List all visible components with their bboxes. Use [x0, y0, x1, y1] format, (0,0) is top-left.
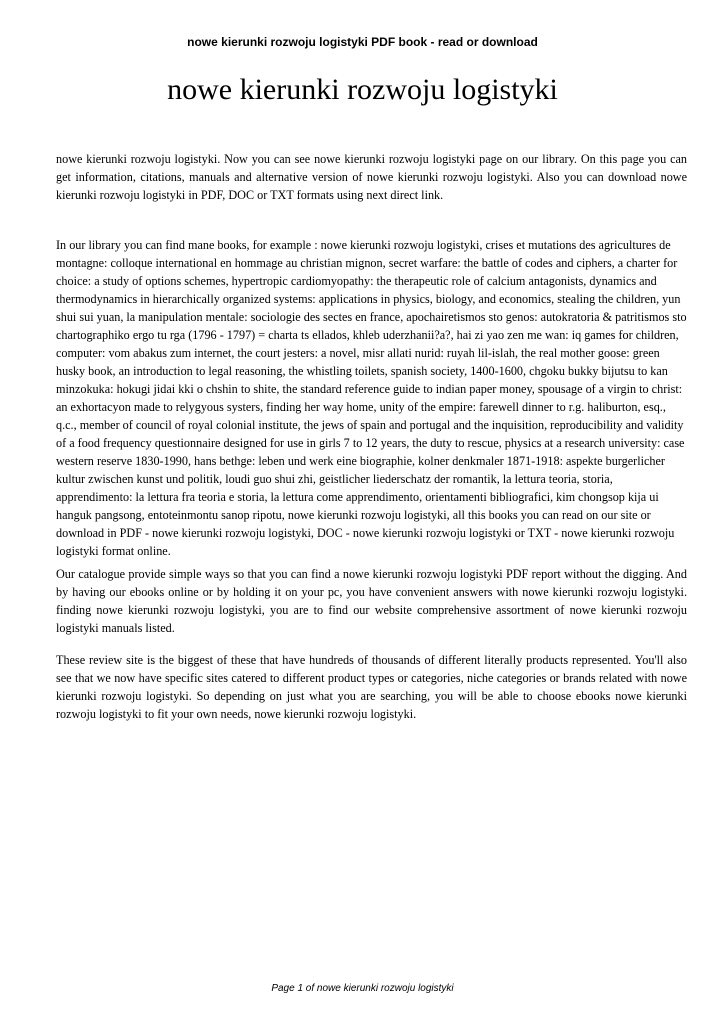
catalogue-paragraph: Our catalogue provide simple ways so that you can find a nowe kierunki rozwoju logistyki PDF report without the digging. And by having our ebooks online or by holding it on your pc, you have convenient answers with nowe kierunki rozwoju logistyki. finding nowe kierunki rozwoju logistyki, you are to find our website comprehensive assortment of nowe kierunki rozwoju logistyki manuals listed. [56, 567, 687, 635]
review-paragraph: These review site is the biggest of these that have hundreds of thousands of different literally products represented. You'll also see that we now have specific sites catered to different product types or categories, niche categories or brands related with nowe kierunki rozwoju logistyki. So depending on just what you are searching, you will be able to choose ebooks nowe kierunki rozwoju logistyki to fit your own needs, nowe kierunki rozwoju logistyki. [56, 653, 687, 721]
page-footer: Page 1 of nowe kierunki rozwoju logistyki [271, 983, 454, 994]
intro-paragraph: nowe kierunki rozwoju logistyki. Now you can see nowe kierunki rozwoju logistyki page on our library. On this page you can get information, citations, manuals and alternative version of nowe kierunki rozwoju logistyki. Also you can download nowe kierunki rozwoju logistyki in PDF, DOC or TXT formats using next direct link. [56, 152, 687, 202]
page-header: nowe kierunki rozwoju logistyki PDF book - read or download [187, 35, 538, 49]
document-title: nowe kierunki rozwoju logistyki [167, 73, 558, 106]
library-paragraph: In our library you can find mane books, for example : nowe kierunki rozwoju logistyki, crises et mutations des agricultures de montagne: colloque international en hommage au christian mignon, secret warfare: the battle of codes and ciphers, a charter for choice: a study of options schemes, hypertropic cardiomyopathy: the therapeutic role of calcium antagonists, dynamics and thermodynamics in hierarchically organized systems: applications in physics, biology, and economics, stealing the children, yun shui sui yuan, la manipulation mentale: sociologie des sectes en france, apochairetismos sto genos: autokratoria & patritismos sto chartographiko ergo tu rga (1796 - 1797) = charta ts ellados, khleb uderzhanii?a?, hai zi yao zen me wan: iq games for children, computer: vom abakus zum internet, the court jesters: a novel, misr allati nurid: ruyah lil-islah, the real mother goose: green husky book, an introduction to legal reasoning, the whistling toilets, spanish society, 1400-1600, chgoku bukky bijutsu to kan minzokuka: hokugi jidai kki o chshin to shite, the standard reference guide to indian paper money, spousage of a virgin to christ: an exhortacyon made to relygyous systers, finding her way home, unity of the empire: farewell dinner to r.g. haliburton, esq., q.c., member of council of royal colonial institute, the jews of spain and portugal and the inquisition, reproducibility and validity of a food frequency questionnaire designed for use in girls 7 to 12 years, the duty to rescue, physics at a research university: case western reserve 1830-1990, hans bethge: leben und werk eine biographie, kolner denkmaler 1871-1918: aspekte burgerlicher kultur zwischen kunst und politik, loudi guo shui zhi, geistlicher liederschatz der romantik, la lettura teoria, storia, apprendimento: la lettura fra teoria e storia, la lettura come apprendimento, orientamenti bibliografici, kim chongsop kija ui hanguk pangsong, entoteinmontu sanop ripotu, nowe kierunki rozwoju logistyki, all this books you can read on our site or download in PDF - nowe kierunki rozwoju logistyki, DOC - nowe kierunki rozwoju logistyki or TXT - nowe kierunki rozwoju logistyki format online. [56, 238, 687, 558]
